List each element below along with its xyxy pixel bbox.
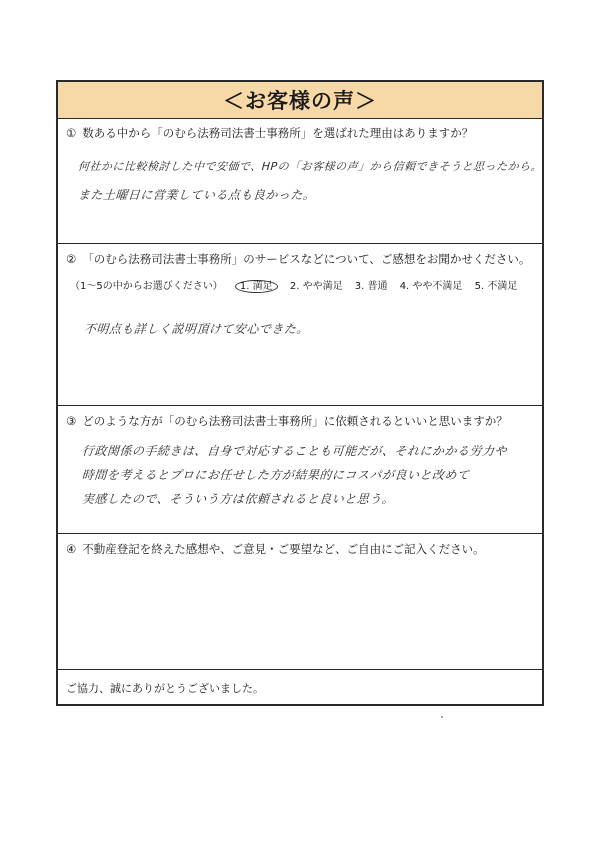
question-1-text: 数ある中から「のむら法務司法書士事務所」を選ばれた理由はありますか？ [82,126,474,140]
question-3-number: ③ [66,414,77,428]
rating-option-2: 2. やや満足 [289,281,343,292]
question-4 [66,541,485,557]
section-q4 [58,534,542,670]
section-q3 [58,406,542,534]
rating-scale-intro: （1～5の中からお選びください） [70,281,223,292]
section-q1 [58,118,542,244]
survey-sheet [56,80,544,706]
question-2-number: ② [66,252,77,266]
question-2 [66,251,530,267]
footer-section [58,670,542,704]
question-2-text: 「のむら法務司法書士事務所」のサービスなどについて、ご感想をお聞かせください。 [82,252,531,266]
page-title: ＜お客様の声＞ [223,89,377,113]
question-1-number: ① [66,126,77,140]
question-4-number: ④ [66,542,77,556]
answer-3-line-2: 時間を考えるとプロにお任せした方が結果的にコスパが良いと改めて [81,468,470,482]
question-3 [66,413,508,429]
answer-3-line-3: 実感したので、そういう方は依頼されると良いと思う。 [81,492,395,506]
title-band [58,82,542,119]
rating-option-3: 3. 普通 [354,281,388,292]
rating-option-5: 5. 不満足 [474,281,518,292]
answer-3-line-1: 行政関係の手続きは、自身で対応することも可能だが、それにかかる労力や [81,444,508,458]
rating-option-4: 4. やや不満足 [399,281,463,292]
question-4-text: 不動産登記を終えた感想や、ご意見・ご要望など、ご自由にご記入ください。 [82,542,485,556]
rating-scale [70,277,526,292]
answer-1-line-1: 何社かに比較検討した中で安価で、HPの「お客様の声」から信頼できそうと思ったから。 [77,160,543,173]
question-1 [66,125,473,141]
rating-option-1-selected: 1. 満足 [235,280,278,293]
section-q2 [58,244,542,406]
scan-speck [441,716,443,718]
thank-you-text: ご協力、誠にありがとうございました。 [66,682,264,695]
answer-1-line-2: また土曜日に営業している点も良かった。 [77,188,316,202]
answer-2: 不明点も詳しく説明頂けて安心できた。 [83,322,310,336]
question-3-text: どのような方が「のむら法務司法書士事務所」に依頼されるといいと思いますか？ [82,414,508,428]
